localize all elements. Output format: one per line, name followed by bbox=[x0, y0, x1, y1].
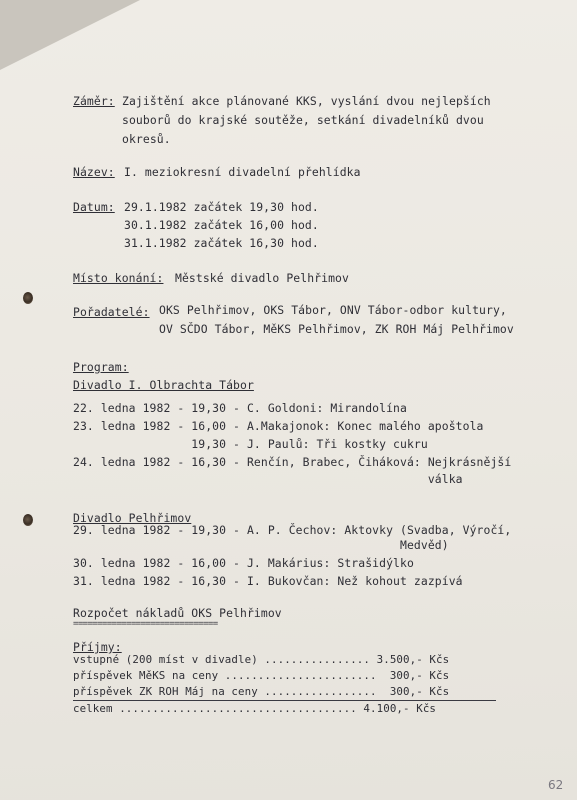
zamer-label: Záměr: bbox=[73, 94, 115, 108]
datum-line-2: 30.1.1982 začátek 16,00 hod. bbox=[124, 218, 319, 232]
program-label: Program: bbox=[73, 360, 129, 374]
datum-line-3: 31.1.1982 začátek 16,30 hod. bbox=[124, 236, 319, 250]
venue-2-heading: Divadlo Pelhřimov bbox=[73, 511, 192, 525]
program-row: 31. ledna 1982 - 16,30 - I. Bukovčan: Než kohout zazpívá bbox=[73, 574, 463, 588]
misto-label: Místo konání: bbox=[73, 271, 164, 285]
poradatele-line-2: OV SČDO Tábor, MěKS Pelhřimov, ZK ROH Máj Pelhřimov bbox=[159, 322, 514, 336]
prijmy-label: Příjmy: bbox=[73, 640, 122, 654]
zamer-line-1: Zajištění akce plánované KKS, vyslání dvou nejlepších bbox=[122, 94, 491, 108]
budget-row: příspěvek ZK ROH Máj na ceny ................. 300,- Kčs bbox=[73, 685, 450, 698]
datum-label: Datum: bbox=[73, 200, 115, 214]
program-row: 19,30 - J. Paulů: Tři kostky cukru bbox=[73, 437, 428, 451]
zamer-line-2: souborů do krajské soutěže, setkání divadelníků dvou bbox=[122, 113, 484, 127]
program-row: 24. ledna 1982 - 16,30 - Renčín, Brabec, Čiháková: Nejkrásnější bbox=[73, 455, 512, 469]
misto-value: Městské divadlo Pelhřimov bbox=[175, 271, 349, 285]
program-row: 30. ledna 1982 - 16,00 - J. Makárius: Strašidýlko bbox=[73, 556, 414, 570]
budget-total-row: celkem .................................... 4.100,- Kčs bbox=[73, 702, 437, 715]
program-row: válka bbox=[73, 472, 463, 486]
program-row: 23. ledna 1982 - 16,00 - A.Makajonok: Konec malého apoštola bbox=[73, 419, 484, 433]
folded-corner bbox=[0, 0, 140, 70]
datum-line-1: 29.1.1982 začátek 19,30 hod. bbox=[124, 200, 319, 214]
zamer-line-3: okresů. bbox=[122, 132, 171, 146]
poradatele-line-1: OKS Pelhřimov, OKS Tábor, ONV Tábor-odbor kultury, bbox=[159, 303, 507, 317]
budget-title: Rozpočet nákladů OKS Pelhřimov bbox=[73, 606, 282, 620]
budget-subtotal-rule bbox=[73, 700, 496, 701]
poradatele-label: Pořadatelé: bbox=[73, 305, 150, 319]
budget-row: příspěvek MěKS na ceny ....................... 300,- Kčs bbox=[73, 669, 450, 682]
venue-1-heading: Divadlo I. Olbrachta Tábor bbox=[73, 378, 254, 392]
program-row: 22. ledna 1982 - 19,30 - C. Goldoni: Mirandolína bbox=[73, 401, 407, 415]
budget-row: vstupné (200 míst v divadle) ................ 3.500,- Kčs bbox=[73, 653, 450, 666]
punch-hole-top bbox=[23, 292, 33, 304]
nazev-label: Název: bbox=[73, 165, 115, 179]
page-number: 62 bbox=[548, 778, 564, 792]
program-row: 29. ledna 1982 - 19,30 - A. P. Čechov: Aktovky (Svadba, Výročí, bbox=[73, 523, 512, 537]
budget-title-rule: ============================== bbox=[73, 620, 218, 629]
punch-hole-bottom bbox=[23, 514, 33, 526]
nazev-value: I. meziokresní divadelní přehlídka bbox=[124, 165, 361, 179]
program-row: Medvěd) bbox=[73, 538, 449, 552]
